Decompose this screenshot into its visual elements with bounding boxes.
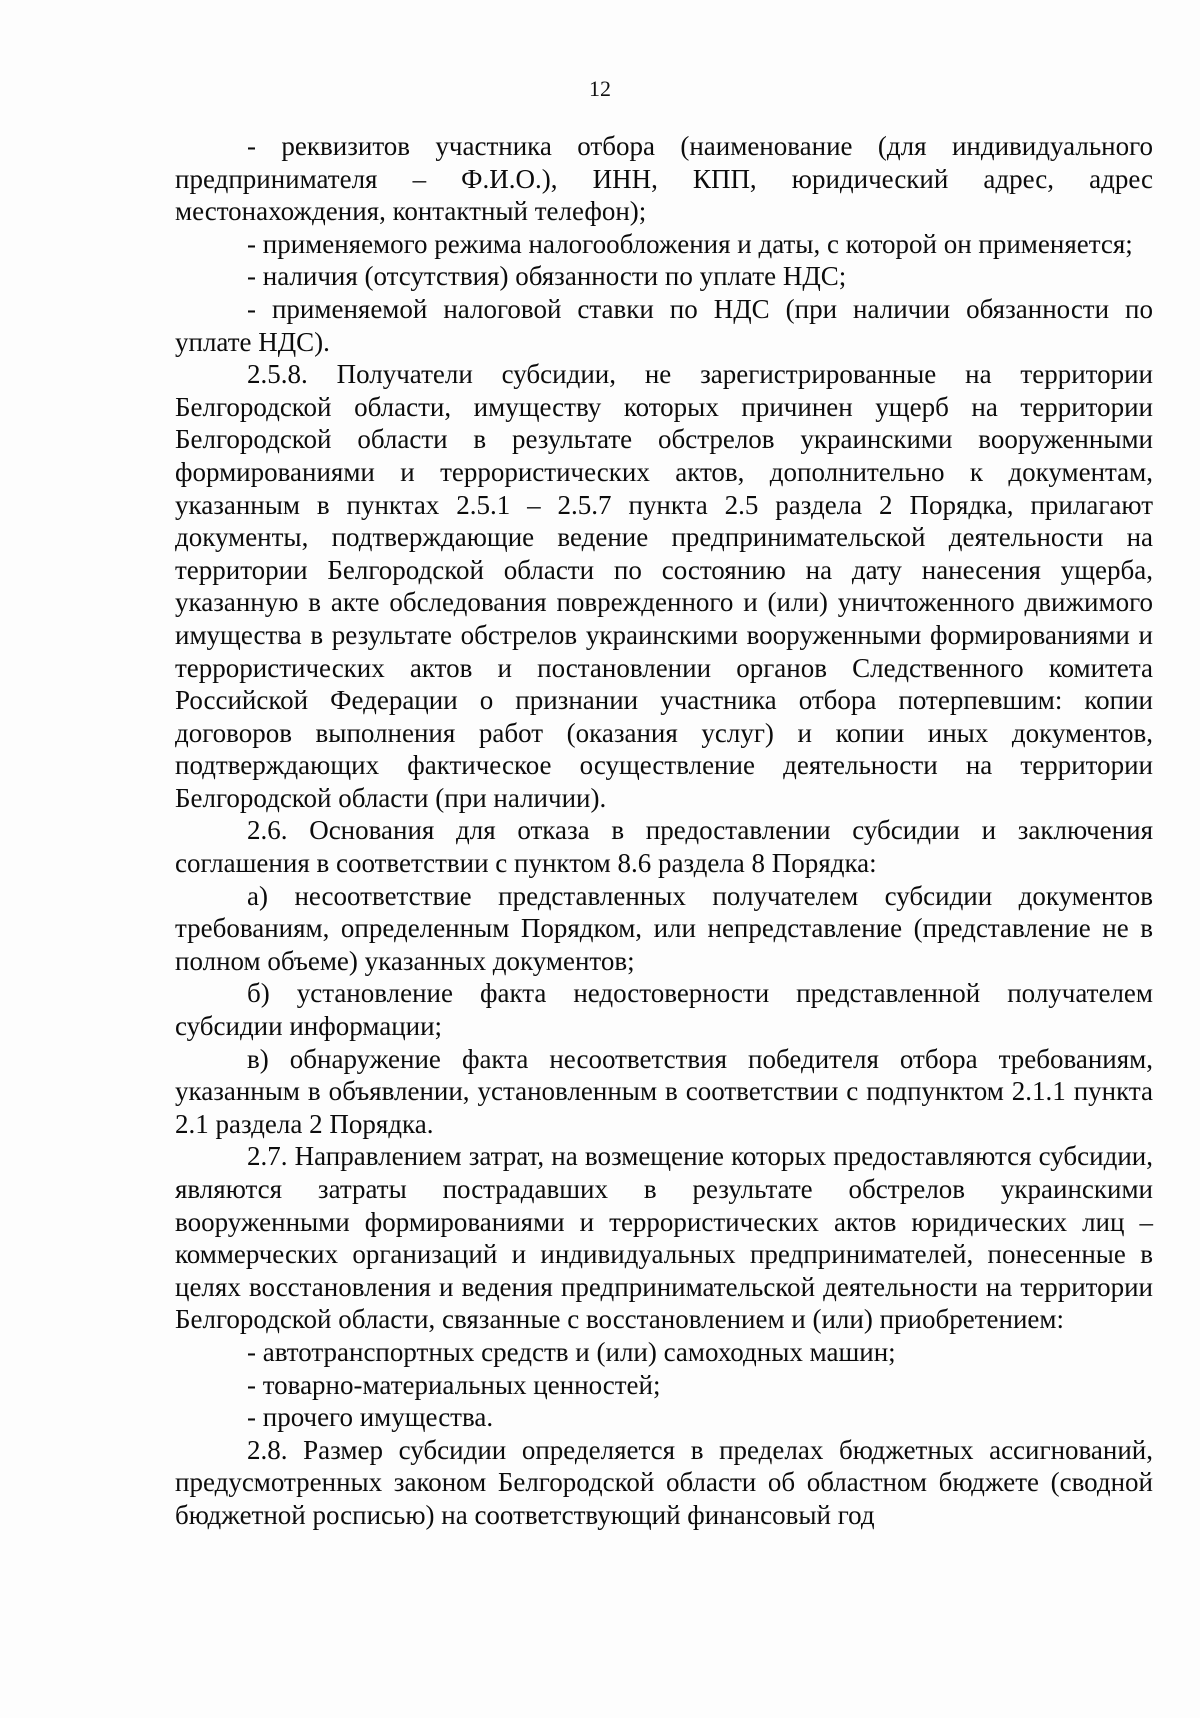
paragraph-2-5-8: 2.5.8. Получатели субсидии, не зарегистрированные на территории Белгородской области, имуществу которых причинен ущерб на территории Белгородской области в результате обстрелов украинскими вооруженными формированиями и террористических актов, дополнительно к документам, указанным в пунктах 2.5.1 – 2.5.7 пункта 2.5 раздела 2 Порядка, прилагают документы, подтверждающие ведение предпринимательской деятельности на территории Белгородской области по состоянию на дату нанесения ущерба, указанную в акте обследования поврежденного и (или) уничтоженного движимого имущества в результате обстрелов украинскими вооруженными формированиями и террористических актов и постановлении органов Следственного комитета Российской Федерации о признании участника отбора потерпевшим: копии договоров выполнения работ (оказания услуг) и копии иных документов, подтверждающих фактическое осуществление деятельности на территории Белгородской области (при наличии).: [175, 359, 1153, 813]
paragraph-vat-obligation: - наличия (отсутствия) обязанности по уплате НДС;: [247, 261, 847, 292]
list-item-inventory: - товарно-материальных ценностей;: [247, 1369, 661, 1400]
paragraph-2-6-b: б) установление факта недостоверности представленной получателем субсидии информации;: [175, 978, 1153, 1042]
paragraph-2-7: 2.7. Направлением затрат, на возмещение которых предоставляются субсидии, являются затраты пострадавших в результате обстрелов украинскими вооруженными формированиями и террористических актов юридических лиц – коммерческих организаций и индивидуальных предпринимателей, понесенные в целях восстановления и ведения предпринимательской деятельности на территории Белгородской области, связанные с восстановлением и (или) приобретением:: [175, 1141, 1153, 1335]
paragraph-2-6-v: в) обнаружение факта несоответствия победителя отбора требованиям, указанным в объявлении, установленным в соответствии с подпунктом 2.1.1 пункта 2.1 раздела 2 Порядка.: [175, 1043, 1153, 1139]
paragraph-requisites: - реквизитов участника отбора (наименование (для индивидуального предпринимателя – Ф.И.О.), ИНН, КПП, юридический адрес, адрес местонахождения, контактный телефон);: [175, 131, 1153, 227]
paragraph-tax-regime: - применяемого режима налогообложения и даты, с которой он применяется;: [247, 228, 1133, 259]
list-item-vehicles: - автотранспортных средств и (или) самоходных машин;: [247, 1336, 896, 1367]
paragraph-2-6-a: а) несоответствие представленных получателем субсидии документов требованиям, определенным Порядком, или непредставление (представление не в полном объеме) указанных документов;: [175, 880, 1153, 976]
paragraph-vat-rate: - применяемой налоговой ставки по НДС (при наличии обязанности по уплате НДС).: [175, 293, 1153, 357]
paragraph-2-8: 2.8. Размер субсидии определяется в пределах бюджетных ассигнований, предусмотренных законом Белгородской области об областном бюджете (сводной бюджетной росписью) на соответствующий финансовый год: [175, 1434, 1153, 1530]
paragraph-2-6: 2.6. Основания для отказа в предоставлении субсидии и заключения соглашения в соответствии с пунктом 8.6 раздела 8 Порядка:: [175, 815, 1153, 879]
document-body: [175, 130, 1153, 1532]
list-item-other-property: - прочего имущества.: [247, 1402, 494, 1433]
page-number: 12: [589, 76, 611, 101]
